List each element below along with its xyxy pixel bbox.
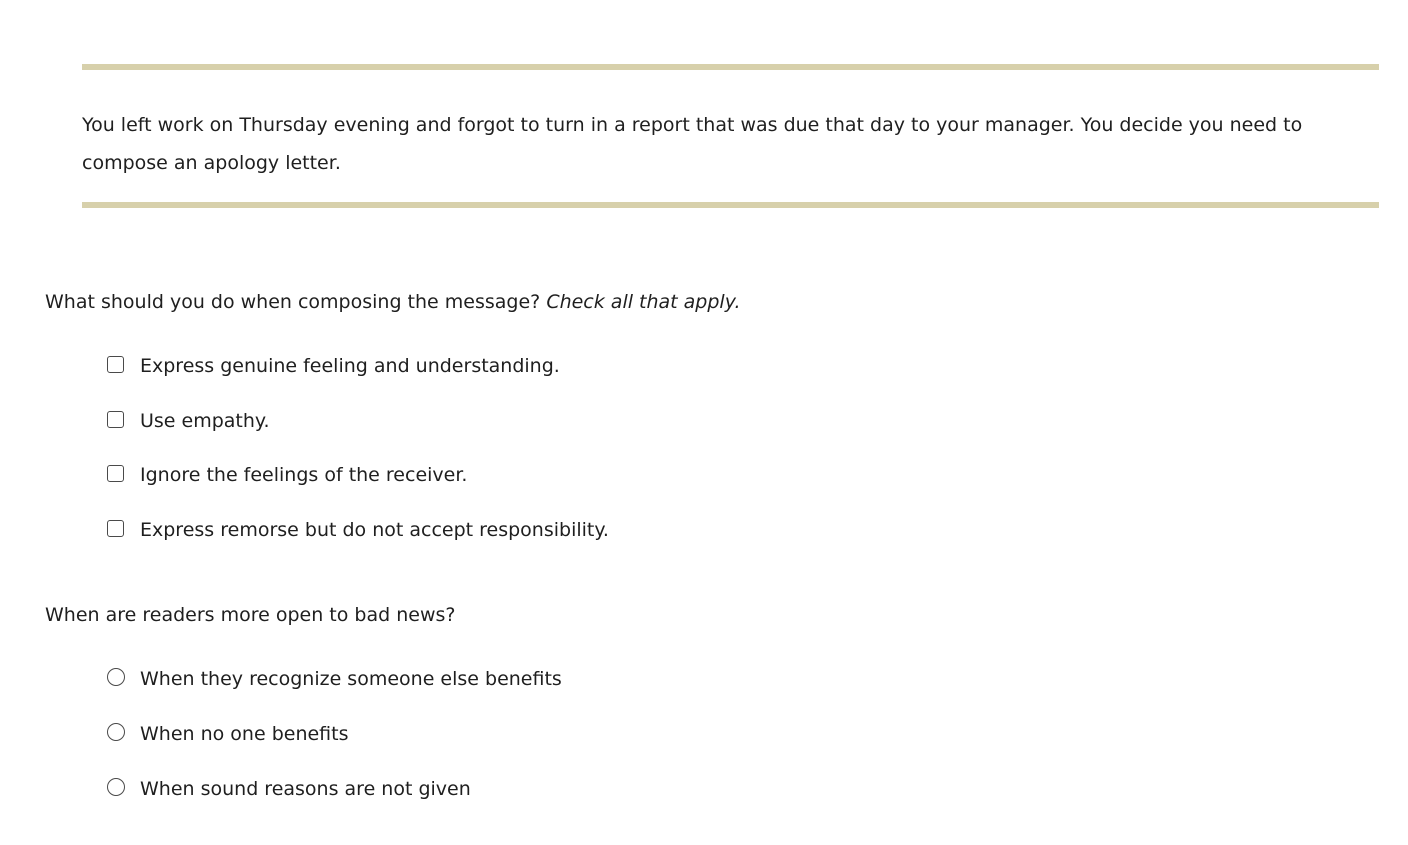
question-1-prompt: [45, 290, 741, 314]
option-label: When no one benefits: [140, 723, 349, 745]
scenario-text: You left work on Thursday evening and forgot to turn in a report that was due that day to your manager. You decide you need to compose an apology letter.: [82, 114, 1303, 174]
checkbox-icon[interactable]: [107, 520, 124, 537]
radio-icon[interactable]: [107, 778, 125, 796]
option-label: Use empathy.: [140, 410, 270, 432]
option-label: When they recognize someone else benefits: [140, 668, 562, 690]
q1-option-ignore-feelings[interactable]: [107, 462, 467, 488]
q1-option-express-remorse[interactable]: [107, 517, 609, 543]
checkbox-icon[interactable]: [107, 465, 124, 482]
scenario-box: [82, 64, 1379, 208]
q1-option-express-genuine-feeling[interactable]: [107, 353, 560, 379]
option-label: Express remorse but do not accept responsibility.: [140, 519, 609, 541]
q1-option-use-empathy[interactable]: [107, 408, 270, 434]
question-1-hint: Check all that apply.: [546, 291, 741, 313]
question-2-prompt: When are readers more open to bad news?: [45, 604, 456, 626]
radio-icon[interactable]: [107, 723, 125, 741]
checkbox-icon[interactable]: [107, 356, 124, 373]
option-label: When sound reasons are not given: [140, 778, 471, 800]
q2-option-no-one-benefits[interactable]: [107, 721, 349, 747]
q2-option-someone-else-benefits[interactable]: [107, 666, 562, 692]
q2-option-sound-reasons-not-given[interactable]: [107, 776, 471, 802]
option-label: Ignore the feelings of the receiver.: [140, 464, 468, 486]
question-1-text: What should you do when composing the message?: [45, 291, 541, 313]
radio-icon[interactable]: [107, 668, 125, 686]
option-label: Express genuine feeling and understanding.: [140, 355, 560, 377]
checkbox-icon[interactable]: [107, 411, 124, 428]
